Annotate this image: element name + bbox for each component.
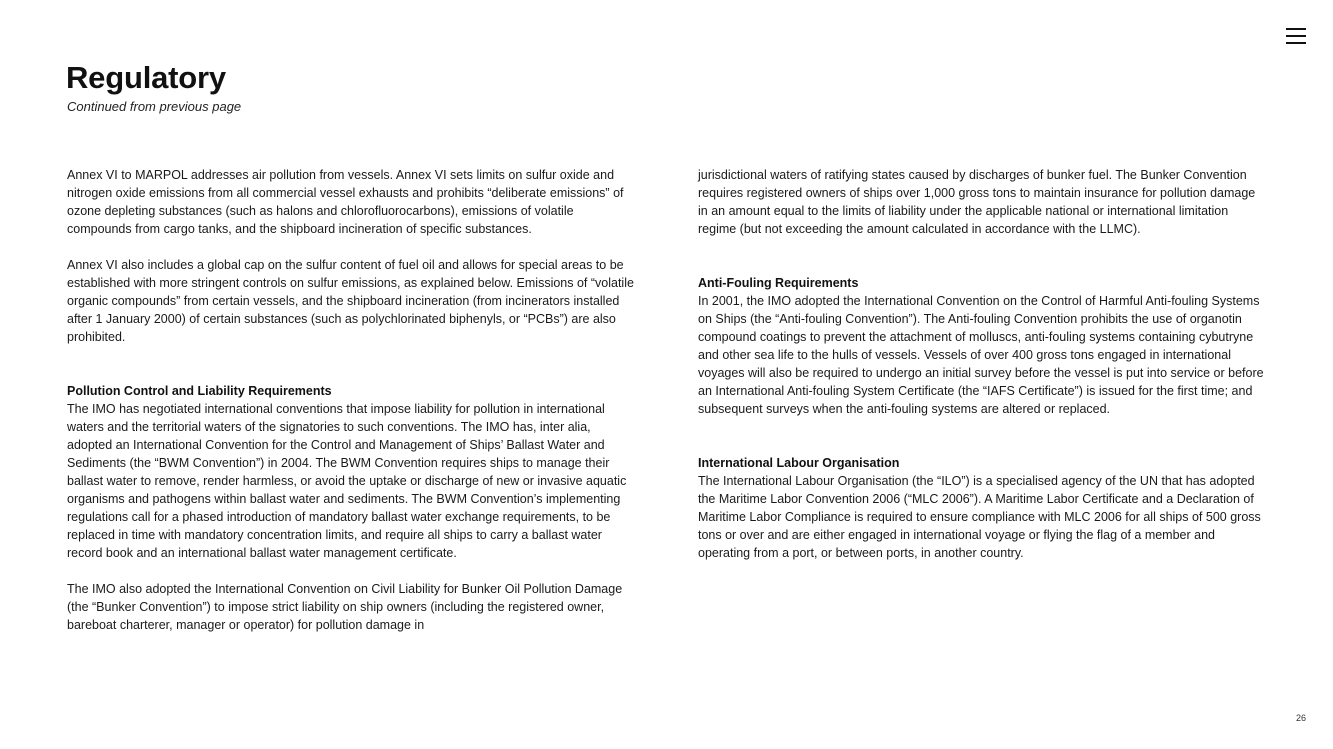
ilo-heading: International Labour Organisation xyxy=(698,456,900,470)
menu-bar xyxy=(1286,35,1306,37)
ilo-paragraph: The International Labour Organisation (the “ILO”) is a specialised agency of the UN that has adopted the Maritime Labor Convention 2006 (“MLC 2006”). A Maritime Labor Certificate and a Declaration of Maritime Labor Compliance is required to ensure compliance with MLC 2006 for all ships of 500 gross tons or over and are either engaged in international voyage or flying the flag of a member and operating from a port, or between ports, in another country. xyxy=(698,474,1261,560)
hamburger-menu-icon[interactable] xyxy=(1286,27,1306,45)
menu-bar xyxy=(1286,42,1306,44)
annex-vi-paragraph: Annex VI to MARPOL addresses air pollution from vessels. Annex VI sets limits on sulfur oxide and nitrogen oxide emissions from all commercial vessel exhausts and prohibits “deliberate emissions” of ozone depleting substances (such as halons and chlorofluorocarbons), emissions of volatile compounds from cargo tanks, and the shipboard incineration of specific substances. xyxy=(67,168,624,236)
anti-fouling-paragraph: In 2001, the IMO adopted the International Convention on the Control of Harmful Anti-fouling Systems on Ships (the “Anti-fouling Convention”). The Anti-fouling Convention prohibits the use of organotin compound coatings to prevent the attachment of molluscs, anti-fouling systems containing cybutryne and other sea life to the hulls of vessels. Vessels of over 400 gross tons engaged in international voyages will also be required to undergo an initial survey before the vessel is put into service or before an International Anti-fouling System Certificate (the “IAFS Certificate”) is issued for the first time; and subsequent surveys when the anti-fouling systems are altered or replaced. xyxy=(698,294,1264,416)
pollution-control-paragraph: The IMO has negotiated international conventions that impose liability for pollution in international waters and the territorial waters of the signatories to such conventions. The IMO has, inter alia, adopted an International Convention for the Control and Management of Ships’ Ballast Water and Sediments (the “BWM Convention”) in 2004. The BWM Convention requires ships to manage their ballast water to remove, render harmless, or avoid the uptake or discharge of new or invasive aquatic organisms and pathogens within ballast water and sediments. The BWM Convention’s implementing regulations call for a phased introduction of mandatory ballast water exchange requirements, to be replaced in time with mandatory concentration limits, and require all ships to carry a ballast water record book and an international ballast water management certificate. xyxy=(67,402,627,560)
bunker-convention-paragraph: The IMO also adopted the International Convention on Civil Liability for Bunker Oil Pollution Damage (the “Bunker Convention”) to impose strict liability on ship owners (including the registered owner, bareboat charterer, manager or operator) for pollution damage in xyxy=(67,582,623,632)
annex-vi-cap-paragraph: Annex VI also includes a global cap on the sulfur content of fuel oil and allows for special areas to be established with more stringent controls on sulfur emissions, as explained below. Emissions of “volatile organic compounds” from certain vessels, and the shipboard incineration (from incinerators installed after 1 January 2000) of certain substances (such as polychlorinated biphenyls, or “PCBs”) are also prohibited. xyxy=(67,258,634,344)
page-number: 26 xyxy=(1295,713,1306,723)
bunker-continued-paragraph: jurisdictional waters of ratifying states caused by discharges of bunker fuel. The Bunker Convention requires registered owners of ships over 1,000 gross tons to maintain insurance for pollution damage in an amount equal to the limits of liability under the applicable national or international limitation regime (but not exceeding the amount calculated in accordance with the LLMC). xyxy=(698,168,1256,236)
page-title: Regulatory xyxy=(66,60,226,95)
right-column xyxy=(698,166,1268,562)
anti-fouling-heading: Anti-Fouling Requirements xyxy=(698,276,859,290)
left-column xyxy=(67,166,637,634)
pollution-control-heading: Pollution Control and Liability Requirements xyxy=(67,384,332,398)
menu-bar xyxy=(1286,28,1306,30)
page-subtitle: Continued from previous page xyxy=(67,99,242,114)
